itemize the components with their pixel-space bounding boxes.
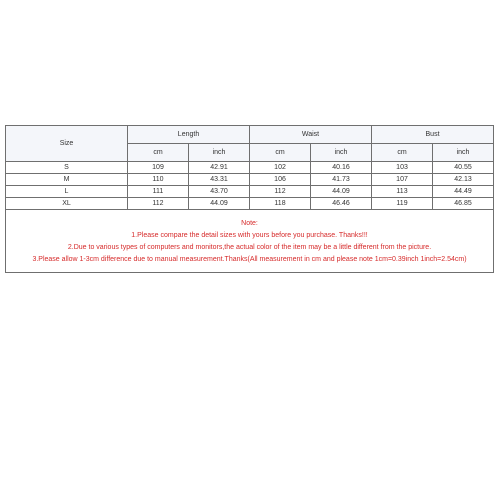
waist-header: Waist (250, 126, 372, 144)
table-cell: 43.31 (189, 174, 250, 186)
table-cell: 46.46 (311, 198, 372, 210)
table-cell: 112 (250, 186, 311, 198)
table-cell: 46.85 (433, 198, 494, 210)
table-cell: 112 (128, 198, 189, 210)
size-cell: M (6, 174, 128, 186)
note-line-2: 2.Due to various types of computers and monitors,the actual color of the item may be a little different from the picture. (67, 244, 432, 251)
table-cell: 102 (250, 162, 311, 174)
table-cell: 42.13 (433, 174, 494, 186)
table-cell: 44.49 (433, 186, 494, 198)
group-header-row (6, 126, 494, 144)
bust-header: Bust (372, 126, 494, 144)
note-line-3: 3.Please allow 1-3cm difference due to manual measurement.Thanks(All measurement in cm and please note 1cm=0.39inch 1inch=2.54cm) (32, 256, 467, 263)
note-title: Note: (241, 220, 258, 227)
size-header: Size (6, 126, 128, 162)
unit-header: inch (433, 144, 494, 162)
table-cell: 118 (250, 198, 311, 210)
unit-header: cm (372, 144, 433, 162)
table-row (6, 186, 494, 198)
table-cell: 44.09 (189, 198, 250, 210)
table-row (6, 174, 494, 186)
table-cell: 44.09 (311, 186, 372, 198)
table-cell: 42.91 (189, 162, 250, 174)
unit-header: inch (311, 144, 372, 162)
table-cell: 43.70 (189, 186, 250, 198)
table-cell: 41.73 (311, 174, 372, 186)
size-cell: L (6, 186, 128, 198)
note-cell (6, 210, 494, 273)
size-cell: S (6, 162, 128, 174)
table-cell: 109 (128, 162, 189, 174)
table-cell: 111 (128, 186, 189, 198)
unit-header: cm (128, 144, 189, 162)
table-cell: 40.55 (433, 162, 494, 174)
table-row (6, 162, 494, 174)
table-cell: 106 (250, 174, 311, 186)
unit-header: cm (250, 144, 311, 162)
table-cell: 119 (372, 198, 433, 210)
note-line-1: 1.Please compare the detail sizes with yours before you purchase. Thanks!!! (131, 232, 368, 239)
table-row (6, 198, 494, 210)
size-cell: XL (6, 198, 128, 210)
table-cell: 113 (372, 186, 433, 198)
table-cell: 40.16 (311, 162, 372, 174)
note-row (6, 210, 494, 273)
table-cell: 107 (372, 174, 433, 186)
table-cell: 103 (372, 162, 433, 174)
table-cell: 110 (128, 174, 189, 186)
unit-header: inch (189, 144, 250, 162)
note-block (6, 216, 493, 266)
size-chart-table (5, 125, 494, 273)
length-header: Length (128, 126, 250, 144)
